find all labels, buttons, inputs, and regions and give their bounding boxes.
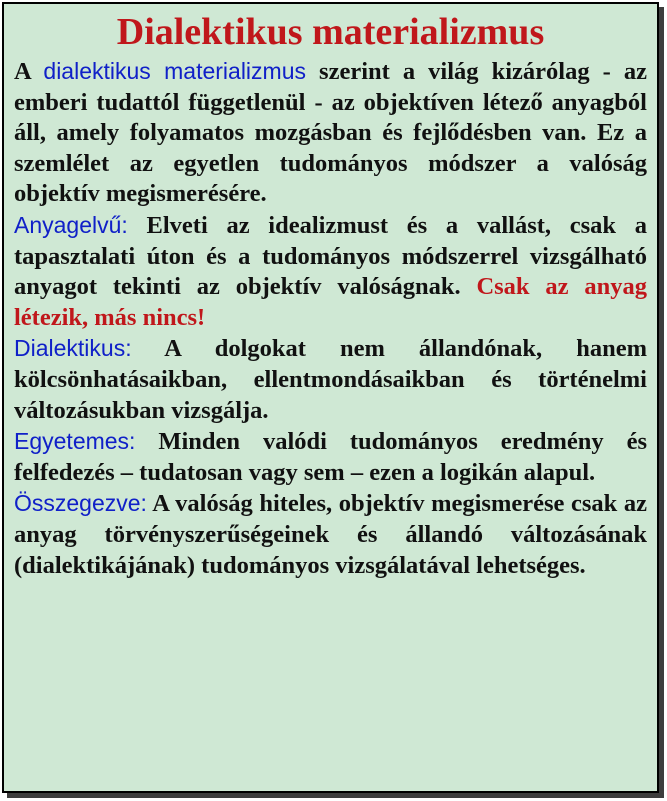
section-anyagelvu [14,210,647,333]
section-osszegezve [14,488,647,581]
section-term: Anyagelvű: [14,211,128,238]
section-text: Elveti az idealizmust és a vallást, csak a tapasztalati úton és a tudományos módszerrel vizsgálható anyagot tekinti az objektív valóságnak. [14,211,647,301]
intro-paragraph [14,56,647,210]
section-text: A dolgokat nem állandónak, hanem kölcsönhatásaikban, ellentmondásaikban és történelmi változásukban vizsgálja. [14,335,647,424]
page-title: Dialektikus materializmus [116,11,545,53]
section-text: A valóság hiteles, objektív megismerése csak az anyag törvényszerűségeinek és állandó változásának (dialektikájának) tudományos vizsgálatával lehetséges. [14,490,647,579]
intro-lead: A [14,58,44,85]
info-card [2,2,659,793]
section-term: Dialektikus: [14,335,132,362]
section-term: Egyetemes: [14,428,136,455]
section-egyetemes [14,426,647,488]
section-text: Minden valódi tudományos eredmény és felfedezés – tudatosan vagy sem – ezen a logikán alapul. [14,428,647,486]
intro-term: dialektikus materializmus [43,58,306,84]
section-highlight: Csak az anyag létezik, más nincs! [14,273,647,331]
section-dialektikus [14,333,647,426]
intro-text: szerint a világ kizárólag - az emberi tudattól függetlenül - az objektíven létező anyagból áll, amely folyamatos mozgásban és fejlődésben van. Ez a szemlélet az egyetlen tudományos módszer a valóság objektív megismerésére. [14,58,647,208]
section-term: Összegezve: [14,490,147,517]
